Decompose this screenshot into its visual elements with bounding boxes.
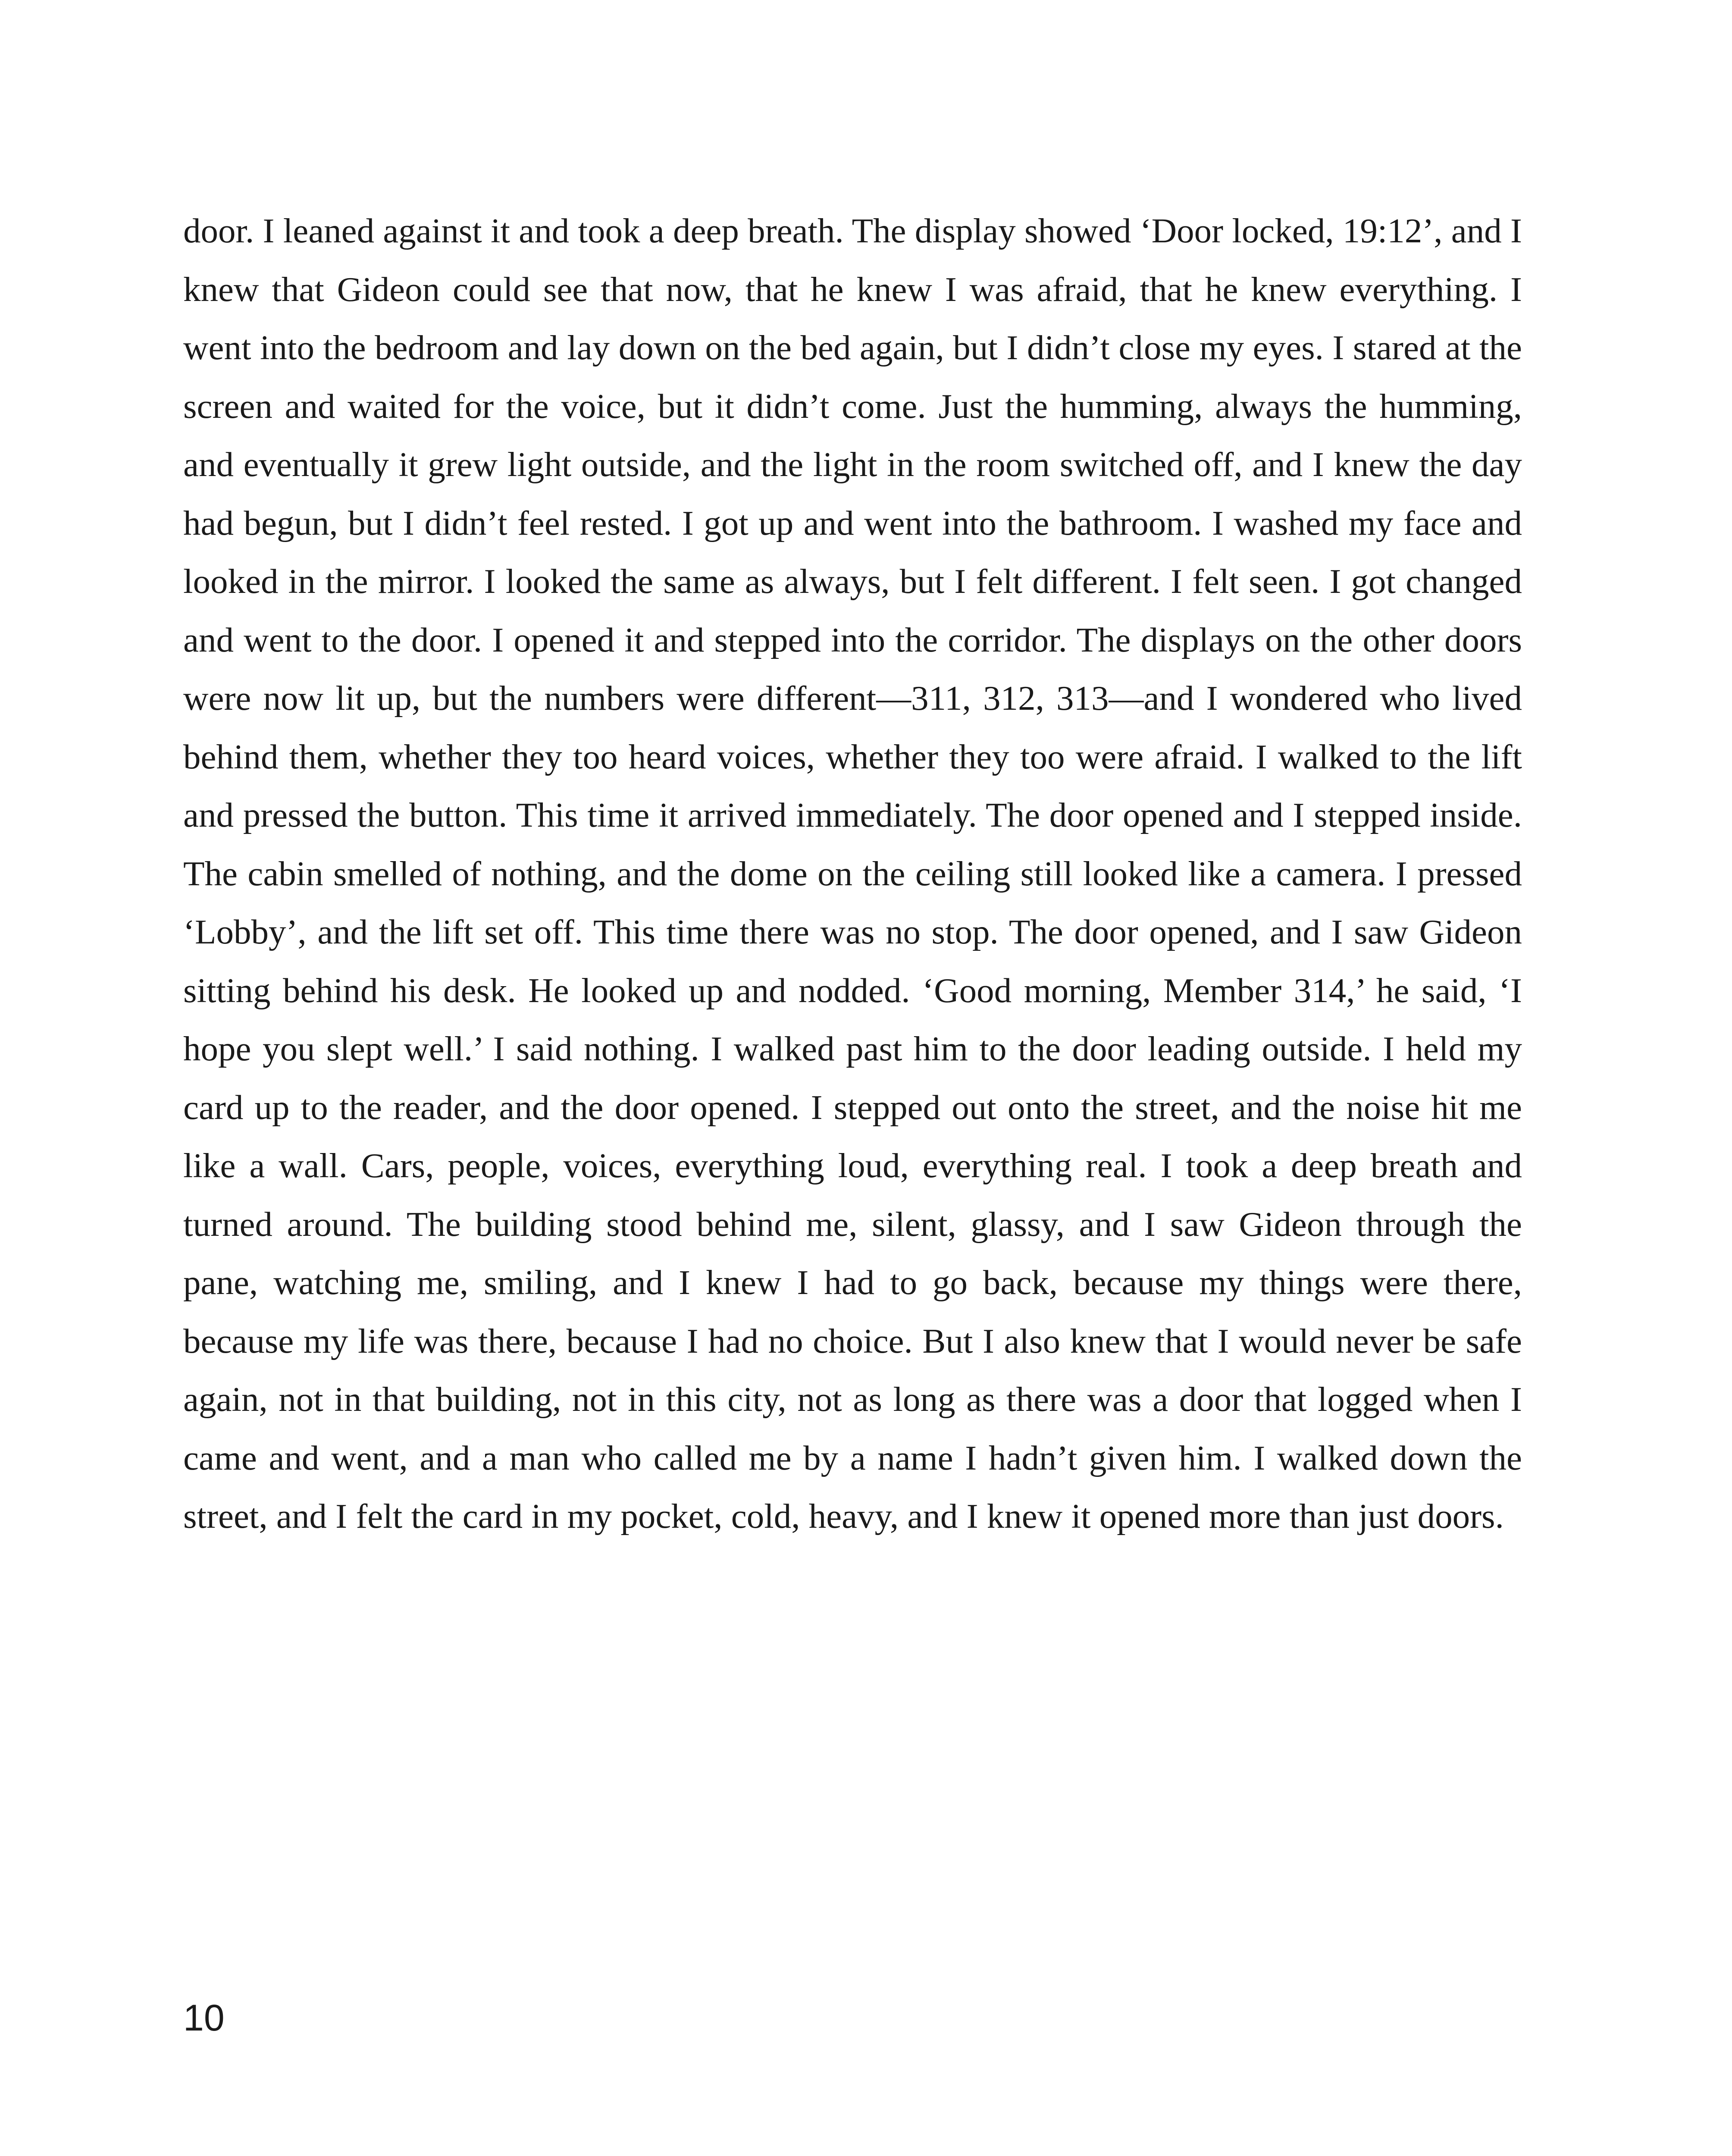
page-number: 10 xyxy=(183,1997,225,2039)
body-paragraph: door. I leaned against it and took a deep breath. The display showed ‘Door locked, 19:12’, and I knew that Gideon could see that now, that he knew I was afraid, that he knew everything. I went into the bedroom and lay down on the bed again, but I didn’t close my eyes. I stared at the screen and waited for the voice, but it didn’t come. Just the humming, always the humming, and eventually it grew light outside, and the light in the room switched off, and I knew the day had begun, but I didn’t feel rested. I got up and went into the bathroom. I washed my face and looked in the mirror. I looked the same as always, but I felt different. I felt seen. I got changed and went to the door. I opened it and stepped into the corridor. The displays on the other doors were now lit up, but the numbers were different—311, 312, 313—and I wondered who lived behind them, whether they too heard voices, whether they too were afraid. I walked to the lift and pressed the button. This time it arrived immediately. The door opened and I stepped inside. The cabin smelled of nothing, and the dome on the ceiling still looked like a camera. I pressed ‘Lobby’, and the lift set off. This time there was no stop. The door opened, and I saw Gideon sitting behind his desk. He looked up and nodded. ‘Good morning, Member 314,’ he said, ‘I hope you slept well.’ I said nothing. I walked past him to the door leading outside. I held my card up to the reader, and the door opened. I stepped out onto the street, and the noise hit me like a wall. Cars, people, voices, everything loud, everything real. I took a deep breath and turned around. The building stood behind me, silent, glassy, and I saw Gideon through the pane, watching me, smiling, and I knew I had to go back, because my things were there, because my life was there, because I had no choice. But I also knew that I would never be safe again, not in that building, not in this city, not as long as there was a door that logged when I came and went, and a man who called me by a name I hadn’t given him. I walked down the street, and I felt the card in my pocket, cold, heavy, and I knew it opened more than just doors. xyxy=(183,211,1522,1536)
